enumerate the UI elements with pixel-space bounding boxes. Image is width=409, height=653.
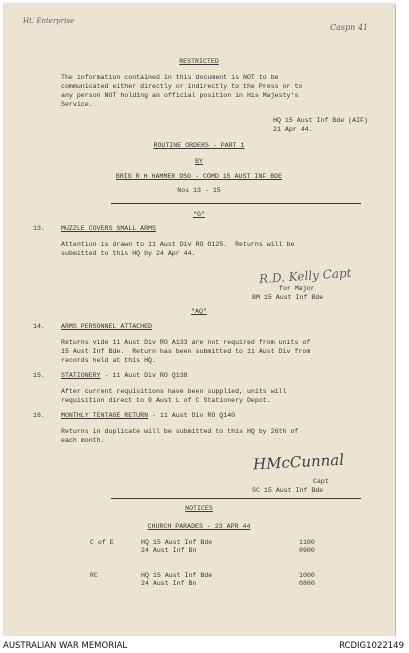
order-15-number: 15. — [33, 372, 45, 379]
header-hq: HQ 15 Aust Inf Bde (AIF) — [273, 117, 368, 124]
parade-row-time: 0800 — [299, 580, 315, 587]
order-14-title: ARMS PERSONNEL ATTACHED — [61, 323, 153, 330]
notice-line-2: communicated either directly or indirectly to the Press or to — [61, 83, 303, 90]
order-13-title: MUZZLE COVERS SMALL ARMS — [61, 225, 156, 232]
parade-row-place: HQ 15 Aust Inf Bde — [141, 539, 213, 546]
footer-institution: AUSTRALIAN WAR MEMORIAL — [3, 641, 128, 651]
order-15-line-1: After current requisitions have been supplied, units will — [61, 388, 287, 395]
parade-row-place: 24 Aust Inf Bn — [141, 547, 197, 554]
order-14-line-2: 15 Aust Inf Bde. Return has been submitted to 11 Aust Div from — [61, 348, 311, 355]
archive-footer — [0, 636, 409, 653]
order-13-line-2: submitted to this HQ by 24 Apr 44. — [61, 250, 196, 257]
section-heading-g: "G" — [193, 211, 205, 218]
order-16-number: 16. — [33, 412, 45, 419]
title-numbers: Nos 13 - 15 — [177, 187, 221, 194]
handwritten-annotation-right: Caspn 41 — [330, 23, 368, 32]
title-divider — [111, 203, 361, 204]
notices-divider — [111, 498, 361, 499]
document-page — [3, 3, 395, 636]
signature-1-handwriting: R.D. Kelly Capt — [258, 265, 352, 287]
order-16-line-2: each month. — [61, 437, 105, 444]
signature-1-unit: BM 15 Aust Inf Bde — [252, 294, 324, 301]
notice-line-1: The information contained in this document is NOT to be — [61, 74, 279, 81]
title-commander: BRIG R H HAMMER DSO - COMD 15 AUST INF BDE — [115, 173, 283, 180]
order-13-number: 13. — [33, 225, 45, 232]
signature-2-unit: SC 15 Aust Inf Bde — [252, 487, 324, 494]
parade-row-place: HQ 15 Aust Inf Bde — [141, 572, 213, 579]
order-14-line-1: Returns vide 11 Aust Div RO A133 are not required from units of — [61, 339, 311, 346]
section-heading-aq: "AQ" — [191, 308, 207, 315]
order-15-reference: - 11 Aust Div RO Q138 — [100, 372, 188, 379]
order-14-number: 14. — [33, 323, 45, 330]
order-16-reference: - 11 Aust Div RO Q140 — [148, 412, 236, 419]
denomination-c-of-e: C of E — [90, 539, 114, 546]
footer-record-id: RCDIG1022149 — [339, 641, 404, 651]
order-15-line-2: requisition direct to 9 Aust L of C Stationery Depot. — [61, 397, 271, 404]
handwritten-annotation-left: Ht. Enterprise — [23, 17, 75, 25]
parade-row-time: 1000 — [299, 572, 315, 579]
order-15-heading — [61, 372, 188, 380]
notices-heading: NOTICES — [185, 505, 213, 512]
denomination-rc: RC — [90, 572, 98, 579]
header-date: 21 Apr 44. — [273, 126, 313, 133]
notice-line-3: any person NOT holding an official position in His Majesty's — [61, 92, 299, 99]
parade-row-time: 0900 — [299, 547, 315, 554]
signature-2-rank: Capt — [313, 478, 329, 485]
parade-row-place: 24 Aust Inf Bn — [141, 580, 197, 587]
signature-1-rank: for Major — [279, 285, 315, 292]
order-16-line-1: Returns in duplicate will be submitted to this HQ by 26th of — [61, 428, 299, 435]
order-15-title: STATIONERY — [61, 372, 101, 379]
order-16-heading — [61, 412, 235, 420]
title-routine-orders: ROUTINE ORDERS - PART 1 — [153, 142, 245, 149]
order-13-line-1: Attention is drawn to 11 Aust Div RO G125. Returns will be — [61, 241, 295, 248]
order-14-line-3: records held at this HQ. — [61, 357, 156, 364]
parade-row-time: 1100 — [299, 539, 315, 546]
signature-2-handwriting: HMcCunnal — [252, 450, 345, 474]
church-parades-heading: CHURCH PARADES - 23 APR 44 — [147, 523, 251, 530]
restricted-heading: RESTRICTED — [179, 58, 219, 65]
order-16-title: MONTHLY TENTAGE RETURN — [61, 412, 149, 419]
notice-line-4: Service. — [61, 101, 93, 108]
title-by: BY — [195, 158, 203, 165]
